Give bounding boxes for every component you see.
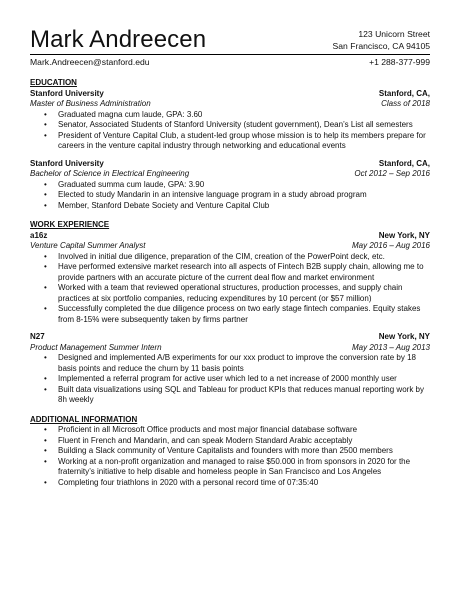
entry-date: May 2016 – Aug 2016: [352, 241, 430, 250]
bullet-item: • Graduated magna cum laude, GPA: 3.60: [30, 110, 430, 121]
address-line-1: 123 Unicorn Street: [358, 29, 430, 39]
entry-organization: Stanford University: [30, 88, 104, 98]
entry-location: Stanford, CA,: [378, 158, 430, 168]
entry-bullets: [30, 252, 430, 326]
address-line-2: San Francisco, CA 94105: [332, 41, 430, 51]
bullet-item: • Building a Slack community of Venture Capitalists and founders with more than 2500 members: [30, 446, 430, 457]
bullet-item: • President of Venture Capital Club, a student-led group whose mission is to help its members prepare for careers in the venture capital industry through networking and educational events: [30, 131, 430, 152]
bullet-item: • Involved in initial due diligence, preparation of the CIM, creation of the PowerPoint deck, etc.: [30, 252, 430, 263]
section-title-education: EDUCATION: [30, 78, 77, 87]
education-entry: [30, 89, 430, 152]
education-section: [30, 78, 430, 211]
work-section: [30, 220, 430, 406]
entry-role: Master of Business Administration: [30, 99, 151, 108]
resume-body: [30, 78, 430, 488]
bullet-item: • Member, Stanford Debate Society and Venture Capital Club: [30, 201, 430, 212]
entry-organization: Stanford University: [30, 158, 104, 168]
bullet-item: • Working at a non-profit organization and managed to raise $50.000 in from sponsors in 2020 for the fraternity’s initiative to help disable and homeless people in San Francisco and Los Angeles: [30, 457, 430, 478]
candidate-name: Mark Andreecen: [30, 26, 207, 53]
work-entry: [30, 231, 430, 326]
header-divider: [30, 54, 430, 55]
contact-address: [333, 28, 430, 52]
bullet-item: • Elected to study Mandarin in an intensive language program in a study abroad program: [30, 190, 430, 201]
entry-date: Oct 2012 – Sep 2016: [354, 169, 430, 178]
bullet-item: • Proficient in all Microsoft Office products and most major financial database software: [30, 425, 430, 436]
bullet-item: • Designed and implemented A/B experiments for our xxx product to improve the conversion rate by 18 basis points and reduce the churn by 11 basis points: [30, 353, 430, 374]
bullet-item: • Implemented a referral program for active user which led to a net increase of 2000 monthly user: [30, 374, 430, 385]
bullet-item: • Senator, Associated Students of Stanford University (student government), Dean’s List all semesters: [30, 120, 430, 131]
bullet-item: • Built data visualizations using SQL and Tableau for product KPIs that reduces manual reporting work by 8h weekly: [30, 385, 430, 406]
section-title-work: WORK EXPERIENCE: [30, 220, 110, 229]
entry-role: Bachelor of Science in Electrical Engineering: [30, 169, 190, 178]
entry-bullets: [30, 353, 430, 406]
contact-phone: +1 288-377-999: [369, 57, 430, 67]
entry-role: Venture Capital Summer Analyst: [30, 241, 146, 250]
work-entry: [30, 332, 430, 406]
entry-date: May 2013 – Aug 2013: [352, 342, 430, 352]
bullet-item: • Completing four triathlons in 2020 with a personal record time of 07:35:40: [30, 478, 430, 489]
section-title-additional: ADDITIONAL INFORMATION: [30, 414, 138, 424]
entry-location: New York, NY: [378, 332, 430, 341]
bullet-item: • Worked with a team that reviewed operational structures, production processes, and supply chain practices at six portfolio companies, reducing expenditures by 10 percent (or $57 million): [30, 283, 430, 304]
additional-bullets: [30, 425, 430, 488]
entry-date: Class of 2018: [381, 99, 430, 108]
entry-bullets: [30, 110, 430, 152]
bullet-item: • Fluent in French and Mandarin, and can speak Modern Standard Arabic acceptably: [30, 436, 430, 447]
bullet-item: • Successfully completed the due diligence process on two early stage fintech companies. Equity stakes from 8-15% were subsequently taken by firms partner: [30, 304, 430, 325]
bullet-item: • Graduated summa cum laude, GPA: 3.90: [30, 180, 430, 191]
entry-organization: a16z: [30, 230, 48, 240]
entry-role: Product Management Summer Intern: [30, 342, 162, 352]
bullet-item: • Have performed extensive market research into all aspects of Fintech B2B supply chain, allowing me to provide partners with an accurate picture of the current deal flow and market environment: [30, 262, 430, 283]
entry-location: New York, NY: [378, 230, 430, 240]
entry-location: Stanford, CA,: [378, 88, 430, 98]
contact-email: Mark.Andreecen@stanford.edu: [30, 57, 150, 67]
entry-bullets: [30, 180, 430, 212]
additional-section: [30, 415, 430, 489]
entry-organization: N27: [30, 332, 45, 341]
education-entry: [30, 159, 430, 212]
